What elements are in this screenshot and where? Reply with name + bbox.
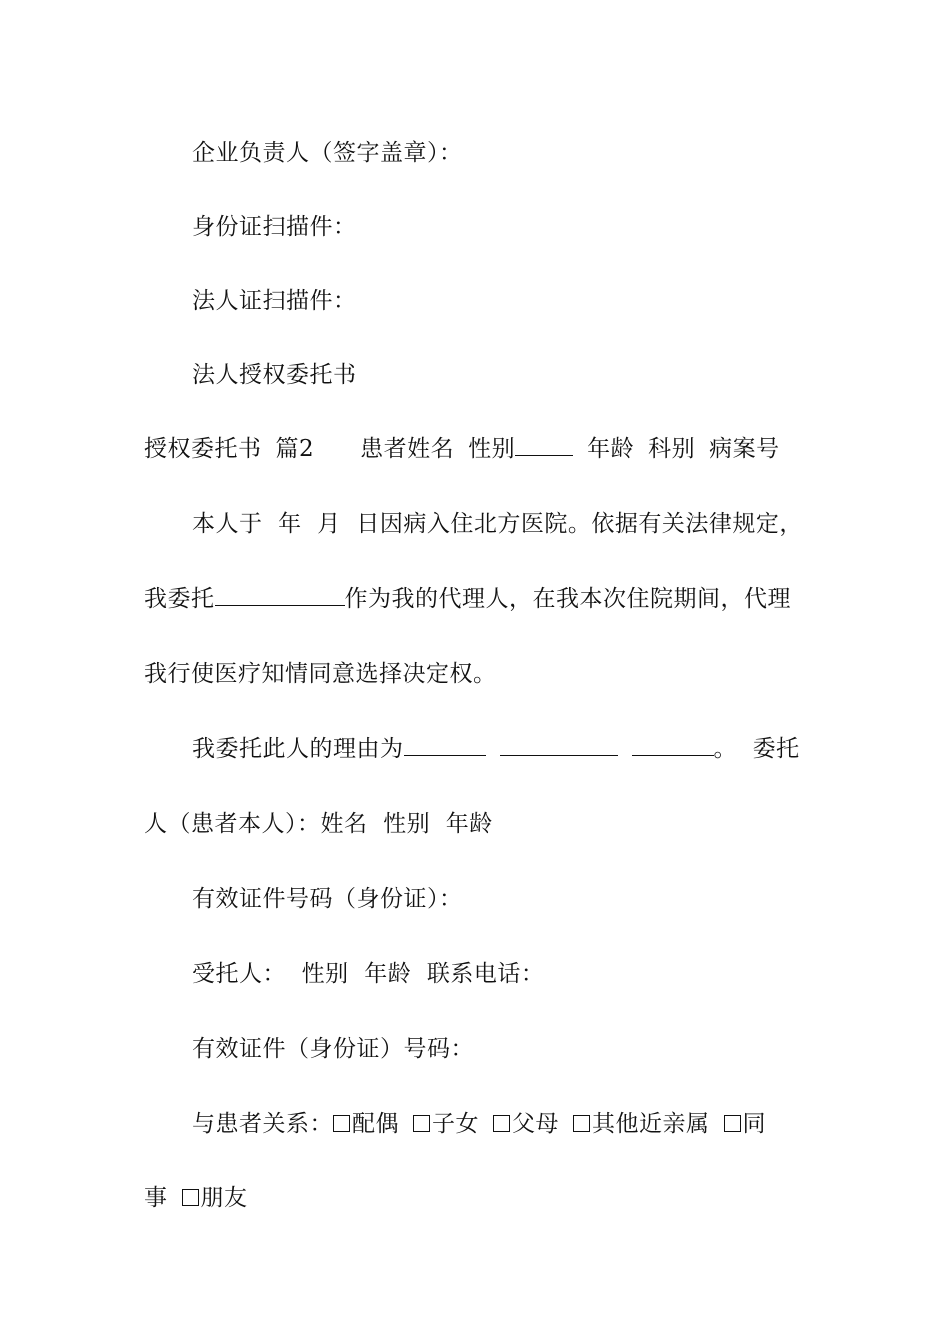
section-heading: 法人授权委托书 xyxy=(192,362,357,388)
gender-label: 性别 xyxy=(468,436,516,462)
parent-checkbox[interactable] xyxy=(493,1115,510,1132)
spouse-checkbox[interactable] xyxy=(333,1115,350,1132)
relationship-label: 与患者关系： xyxy=(192,1111,333,1137)
child-option-label: 子女 xyxy=(432,1111,479,1137)
consent-line xyxy=(144,659,814,689)
reason-blank-2 xyxy=(500,737,618,756)
id-scan-label: 身份证扫描件： xyxy=(192,214,357,240)
colleague-checkbox[interactable] xyxy=(724,1115,741,1132)
delegate-text-start: 我委托 xyxy=(144,586,215,612)
principal-text: 人（患者本人）：姓名 性别 年龄 xyxy=(144,811,493,837)
friend-checkbox[interactable] xyxy=(182,1189,199,1206)
delegate-text-end: 作为我的代理人，在我本次住院期间，代理 xyxy=(344,586,791,612)
agent-id-label: 有效证件（身份证）号码： xyxy=(192,1036,474,1062)
spouse-option-label: 配偶 xyxy=(352,1111,399,1137)
reason-end-text: 。 委托 xyxy=(713,736,800,762)
reason-blank-3 xyxy=(632,737,714,756)
company-head-signature-label: 企业负责人（签字盖章）： xyxy=(192,140,463,166)
relationship-line-cont xyxy=(144,1183,814,1213)
age-label: 年龄 xyxy=(587,436,635,462)
relationship-line xyxy=(144,1109,862,1139)
admission-text: 本人于 年 月 日因病入住北方医院。依据有关法律规定， xyxy=(192,511,803,537)
gender-blank xyxy=(515,437,573,456)
friend-option-label: 朋友 xyxy=(200,1185,248,1211)
other-relative-option-label: 其他近亲属 xyxy=(592,1111,710,1137)
agent-line xyxy=(144,959,862,989)
principal-id-line xyxy=(144,884,862,914)
delegate-name-blank xyxy=(215,587,345,606)
colleague-option-label-start: 同 xyxy=(742,1111,766,1137)
reason-line xyxy=(144,734,862,764)
patient-info-line xyxy=(144,434,814,464)
parent-option-label: 父母 xyxy=(512,1111,559,1137)
delegate-line xyxy=(144,584,814,614)
principal-id-label: 有效证件号码（身份证）： xyxy=(192,886,463,912)
department-label: 科别 xyxy=(648,436,696,462)
reason-blank-1 xyxy=(404,737,486,756)
case-number-label: 病案号 xyxy=(709,436,780,462)
consent-text: 我行使医疗知情同意选择决定权。 xyxy=(144,661,497,687)
patient-name-label: 患者姓名 xyxy=(360,436,455,462)
company-head-signature-line xyxy=(144,138,862,168)
reason-label: 我委托此人的理由为 xyxy=(192,736,404,762)
doc-title: 授权委托书 xyxy=(144,436,262,462)
agent-id-line xyxy=(144,1034,862,1064)
legal-cert-scan-line xyxy=(144,286,862,316)
doc-chapter: 篇2 xyxy=(275,436,315,462)
agent-text: 受托人： 性别 年龄 联系电话： xyxy=(192,961,545,987)
colleague-option-label-end: 事 xyxy=(144,1185,168,1211)
section-heading-line xyxy=(144,360,862,390)
legal-cert-scan-label: 法人证扫描件： xyxy=(192,288,357,314)
id-scan-line xyxy=(144,212,862,242)
child-checkbox[interactable] xyxy=(413,1115,430,1132)
principal-line xyxy=(144,809,814,839)
other-relative-checkbox[interactable] xyxy=(573,1115,590,1132)
admission-line xyxy=(144,509,862,539)
